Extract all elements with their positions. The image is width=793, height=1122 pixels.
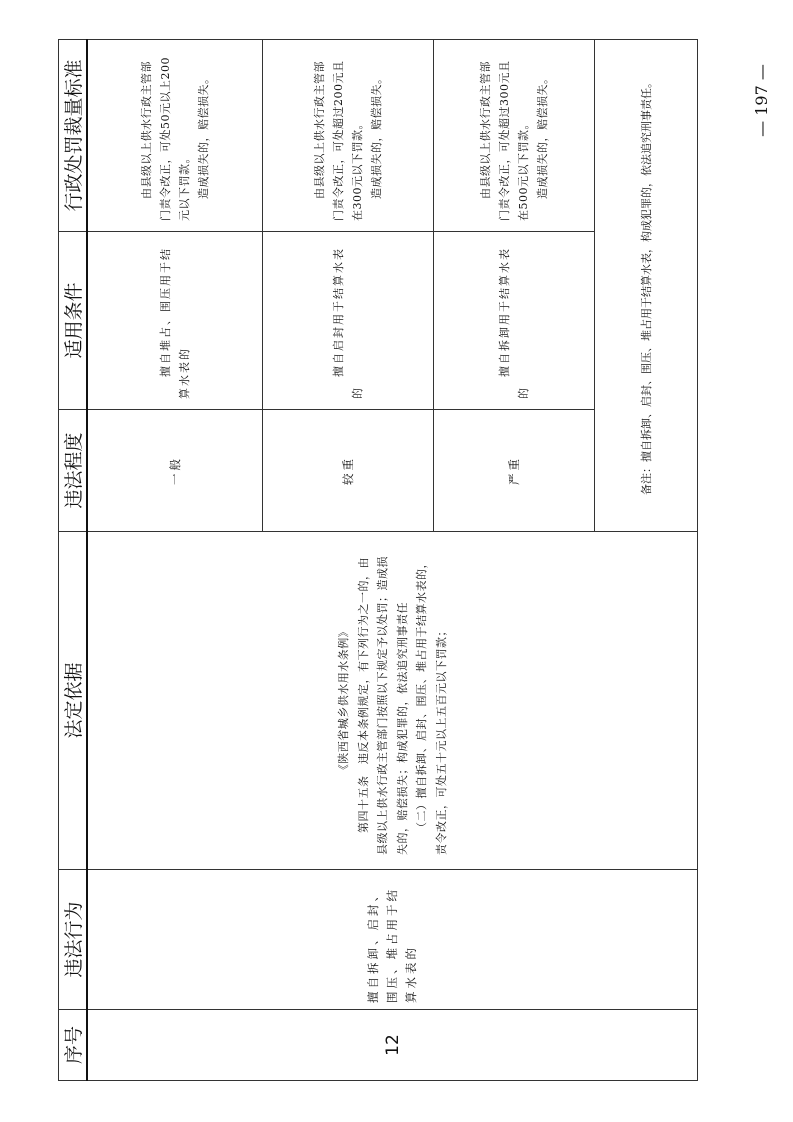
- header-condition: 适用条件: [59, 232, 88, 410]
- condition-cell-serious: [263, 232, 434, 410]
- page-number: [746, 40, 776, 160]
- basis-title: 《陕西省城乡供水用水条例》: [337, 625, 350, 776]
- standard-cell-serious: [263, 40, 434, 232]
- header-serial: 序号: [59, 1010, 88, 1081]
- condition-text: 擅自拆卸用于结算水表的: [498, 247, 530, 399]
- condition-cell-general: [87, 232, 263, 410]
- illegal-act-cell: 擅自拆卸、启封、围压、堆占用于结算水表的: [87, 870, 698, 1010]
- page-number-text: — 197 —: [751, 63, 771, 137]
- condition-cell-severe: [434, 232, 595, 410]
- penalty-discretion-table: [58, 39, 698, 1081]
- condition-text: 擅自启封用于结算水表的: [332, 247, 364, 399]
- standard-text: 由县级以上供水行政主管部门责令改正，可处超过300元且在500元以下罚款。: [479, 60, 530, 221]
- standard-cell-general: [87, 40, 263, 232]
- header-standard: 行政处罚裁量标准: [59, 40, 88, 232]
- standard-cell-severe: [434, 40, 595, 232]
- degree-cell-general: 一般: [87, 410, 263, 532]
- basis-paragraph-2: （二）擅自拆卸、启封、围压、堆占用于结算水表的，责令改正，可处五十元以上五百元以下罚款；: [415, 557, 448, 855]
- serial-cell: 12: [87, 1010, 698, 1081]
- degree-cell-serious: 较重: [263, 410, 434, 532]
- remark-cell: [595, 40, 698, 532]
- basis-paragraph-1: 第四十五条 违反本条例规定，有下列行为之一的，由县级以上供水行政主管部门按照以下规定予以处罚；造成损失的，赔偿损失；构成犯罪的，依法追究刑事责任: [356, 556, 409, 855]
- rotated-table-wrapper: [58, 40, 698, 1081]
- header-act: 违法行为: [59, 870, 88, 1010]
- degree-cell-severe: 严重: [434, 410, 595, 532]
- header-degree: 违法程度: [59, 410, 88, 532]
- standard-text: 由县级以上供水行政主管部门责令改正，可处超过200元且在300元以下罚款。: [313, 60, 364, 221]
- table-row: [87, 40, 263, 1081]
- legal-basis-cell: [87, 532, 698, 870]
- remark-text: 备注：擅自拆卸、启封、围压、堆占用于结算水表，构成犯罪的，依法追究刑事责任。: [639, 77, 653, 495]
- condition-text: 擅自堆占、围压用于结算水表的: [159, 247, 191, 399]
- header-row: [59, 40, 88, 1081]
- header-basis: 法定依据: [59, 532, 88, 870]
- standard-text-compensation: 造成损失的，赔偿损失。: [370, 72, 383, 199]
- standard-text-compensation: 造成损失的，赔偿损失。: [197, 72, 210, 199]
- standard-text: 由县级以上供水行政主管部门责令改正，可处50元以上200元以下罚款。: [140, 57, 191, 221]
- standard-text-compensation: 造成损失的，赔偿损失。: [536, 72, 549, 199]
